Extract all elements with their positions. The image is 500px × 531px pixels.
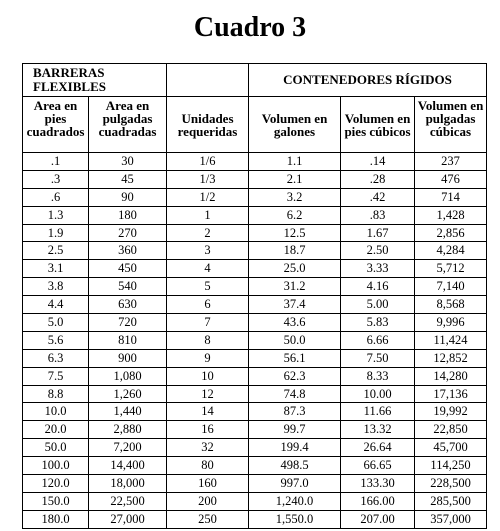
cell-volumen-pulgadas: 114,250 (415, 457, 487, 475)
cell-volumen-pulgadas: 14,280 (415, 367, 487, 385)
cell-volumen-pies: 1.67 (341, 224, 415, 242)
cell-volumen-pulgadas: 285,500 (415, 492, 487, 510)
col-header-unidades: Unidades requeridas (167, 97, 249, 153)
cell-area-pulgadas: 540 (89, 278, 167, 296)
col-header-area-pulgadas: Area en pulgadas cuadradas (89, 97, 167, 153)
table-row (23, 457, 487, 475)
cell-volumen-pulgadas: 19,992 (415, 403, 487, 421)
cell-volumen-pies: 10.00 (341, 385, 415, 403)
col-header-volumen-galones: Volumen en galones (249, 97, 341, 153)
cell-unidades: 12 (167, 385, 249, 403)
cell-volumen-pies: .83 (341, 206, 415, 224)
cell-volumen-pies: 8.33 (341, 367, 415, 385)
cell-unidades: 5 (167, 278, 249, 296)
cell-volumen-galones: 3.2 (249, 188, 341, 206)
cell-volumen-pulgadas: 714 (415, 188, 487, 206)
cell-unidades: 32 (167, 439, 249, 457)
table-row (23, 510, 487, 528)
cell-unidades: 1 (167, 206, 249, 224)
cell-unidades: 3 (167, 242, 249, 260)
cell-area-pulgadas: 7,200 (89, 439, 167, 457)
cell-volumen-pies: .14 (341, 153, 415, 171)
cell-volumen-galones: 99.7 (249, 421, 341, 439)
table-row (23, 188, 487, 206)
cell-volumen-pulgadas: 476 (415, 170, 487, 188)
table-row (23, 153, 487, 171)
table-row (23, 439, 487, 457)
cell-volumen-galones: 1,550.0 (249, 510, 341, 528)
cell-unidades: 9 (167, 349, 249, 367)
table-row (23, 331, 487, 349)
cell-area-pies: 150.0 (23, 492, 89, 510)
table-row (23, 278, 487, 296)
cell-volumen-galones: 74.8 (249, 385, 341, 403)
cell-area-pulgadas: 30 (89, 153, 167, 171)
cell-volumen-galones: 2.1 (249, 170, 341, 188)
cell-unidades: 7 (167, 314, 249, 332)
cell-area-pies: 120.0 (23, 475, 89, 493)
cell-area-pies: 50.0 (23, 439, 89, 457)
cell-area-pies: 6.3 (23, 349, 89, 367)
cell-volumen-pulgadas: 1,428 (415, 206, 487, 224)
cell-volumen-galones: 1,240.0 (249, 492, 341, 510)
cell-volumen-pies: 11.66 (341, 403, 415, 421)
cell-area-pulgadas: 1,080 (89, 367, 167, 385)
cell-area-pies: 7.5 (23, 367, 89, 385)
table-row (23, 242, 487, 260)
cell-volumen-galones: 12.5 (249, 224, 341, 242)
cell-area-pulgadas: 720 (89, 314, 167, 332)
cell-area-pies: .6 (23, 188, 89, 206)
cell-area-pies: .3 (23, 170, 89, 188)
cell-area-pulgadas: 2,880 (89, 421, 167, 439)
table-row (23, 475, 487, 493)
table-row (23, 224, 487, 242)
cell-volumen-pulgadas: 237 (415, 153, 487, 171)
cell-volumen-pies: 26.64 (341, 439, 415, 457)
cell-volumen-pies: .28 (341, 170, 415, 188)
cell-area-pies: 100.0 (23, 457, 89, 475)
cell-volumen-galones: 6.2 (249, 206, 341, 224)
cell-volumen-galones: 1.1 (249, 153, 341, 171)
table-row (23, 296, 487, 314)
cell-volumen-galones: 62.3 (249, 367, 341, 385)
cell-area-pies: 20.0 (23, 421, 89, 439)
group-header-row (23, 64, 487, 97)
cell-volumen-galones: 87.3 (249, 403, 341, 421)
cell-unidades: 1/2 (167, 188, 249, 206)
cell-unidades: 80 (167, 457, 249, 475)
cell-volumen-galones: 31.2 (249, 278, 341, 296)
cell-volumen-galones: 56.1 (249, 349, 341, 367)
cell-area-pulgadas: 810 (89, 331, 167, 349)
table-row (23, 206, 487, 224)
cell-area-pulgadas: 14,400 (89, 457, 167, 475)
cell-unidades: 2 (167, 224, 249, 242)
cell-volumen-pies: 5.83 (341, 314, 415, 332)
cell-area-pulgadas: 1,440 (89, 403, 167, 421)
cell-area-pulgadas: 27,000 (89, 510, 167, 528)
cell-area-pulgadas: 450 (89, 260, 167, 278)
cell-volumen-galones: 997.0 (249, 475, 341, 493)
cell-unidades: 10 (167, 367, 249, 385)
cell-volumen-pulgadas: 4,284 (415, 242, 487, 260)
cell-volumen-galones: 498.5 (249, 457, 341, 475)
cell-volumen-galones: 50.0 (249, 331, 341, 349)
table-row (23, 314, 487, 332)
cell-volumen-pulgadas: 9,996 (415, 314, 487, 332)
cell-volumen-pies: 7.50 (341, 349, 415, 367)
cell-volumen-pulgadas: 357,000 (415, 510, 487, 528)
cell-unidades: 14 (167, 403, 249, 421)
cell-area-pulgadas: 18,000 (89, 475, 167, 493)
cell-area-pulgadas: 900 (89, 349, 167, 367)
cell-area-pies: 4.4 (23, 296, 89, 314)
cell-volumen-pies: 66.65 (341, 457, 415, 475)
cell-volumen-galones: 18.7 (249, 242, 341, 260)
cell-area-pies: 5.0 (23, 314, 89, 332)
cell-volumen-pulgadas: 5,712 (415, 260, 487, 278)
cell-volumen-pies: 3.33 (341, 260, 415, 278)
cell-area-pulgadas: 22,500 (89, 492, 167, 510)
cell-area-pies: .1 (23, 153, 89, 171)
cell-unidades: 4 (167, 260, 249, 278)
col-header-volumen-pulgadas: Volumen en pulgadas cúbicas (415, 97, 487, 153)
cell-area-pies: 2.5 (23, 242, 89, 260)
cell-volumen-galones: 25.0 (249, 260, 341, 278)
cell-volumen-galones: 199.4 (249, 439, 341, 457)
table-row (23, 367, 487, 385)
cell-volumen-pies: 166.00 (341, 492, 415, 510)
cell-area-pulgadas: 360 (89, 242, 167, 260)
cell-area-pies: 1.3 (23, 206, 89, 224)
cell-volumen-pies: 6.66 (341, 331, 415, 349)
table-row (23, 260, 487, 278)
cell-volumen-pulgadas: 12,852 (415, 349, 487, 367)
table-row (23, 170, 487, 188)
cell-volumen-pies: 4.16 (341, 278, 415, 296)
cell-volumen-pies: .42 (341, 188, 415, 206)
cell-volumen-pulgadas: 17,136 (415, 385, 487, 403)
cell-volumen-pulgadas: 11,424 (415, 331, 487, 349)
cell-area-pulgadas: 1,260 (89, 385, 167, 403)
group-empty-cell (167, 64, 249, 97)
cell-volumen-pulgadas: 22,850 (415, 421, 487, 439)
cell-area-pies: 10.0 (23, 403, 89, 421)
cell-unidades: 1/6 (167, 153, 249, 171)
page-title: Cuadro 3 (193, 12, 307, 43)
cell-unidades: 8 (167, 331, 249, 349)
data-table (22, 63, 487, 529)
cell-area-pies: 8.8 (23, 385, 89, 403)
cell-volumen-galones: 43.6 (249, 314, 341, 332)
cell-area-pies: 180.0 (23, 510, 89, 528)
cell-area-pulgadas: 90 (89, 188, 167, 206)
col-header-volumen-pies: Volumen en pies cúbicos (341, 97, 415, 153)
cell-volumen-pies: 133.30 (341, 475, 415, 493)
cell-area-pulgadas: 180 (89, 206, 167, 224)
cell-area-pulgadas: 630 (89, 296, 167, 314)
cell-volumen-pies: 13.32 (341, 421, 415, 439)
cell-area-pies: 5.6 (23, 331, 89, 349)
cell-area-pulgadas: 270 (89, 224, 167, 242)
cell-volumen-galones: 37.4 (249, 296, 341, 314)
cell-area-pies: 3.8 (23, 278, 89, 296)
cell-unidades: 6 (167, 296, 249, 314)
column-header-row (23, 97, 487, 153)
table-row (23, 421, 487, 439)
cell-unidades: 160 (167, 475, 249, 493)
table-row (23, 349, 487, 367)
cell-volumen-pulgadas: 228,500 (415, 475, 487, 493)
group-barreras: BARRERAS FLEXIBLES (23, 64, 167, 97)
cell-volumen-pies: 5.00 (341, 296, 415, 314)
table-row (23, 492, 487, 510)
cell-volumen-pies: 2.50 (341, 242, 415, 260)
cell-area-pulgadas: 45 (89, 170, 167, 188)
table-row (23, 403, 487, 421)
cell-area-pies: 1.9 (23, 224, 89, 242)
cell-unidades: 250 (167, 510, 249, 528)
cell-unidades: 16 (167, 421, 249, 439)
table-row (23, 385, 487, 403)
cell-volumen-pulgadas: 2,856 (415, 224, 487, 242)
cell-volumen-pulgadas: 45,700 (415, 439, 487, 457)
group-contenedores: CONTENEDORES RÍGIDOS (249, 64, 487, 97)
cell-volumen-pulgadas: 7,140 (415, 278, 487, 296)
table-body (23, 153, 487, 529)
cell-unidades: 1/3 (167, 170, 249, 188)
cell-volumen-pulgadas: 8,568 (415, 296, 487, 314)
cell-volumen-pies: 207.00 (341, 510, 415, 528)
cell-unidades: 200 (167, 492, 249, 510)
cell-area-pies: 3.1 (23, 260, 89, 278)
col-header-area-pies: Area en pies cuadrados (23, 97, 89, 153)
